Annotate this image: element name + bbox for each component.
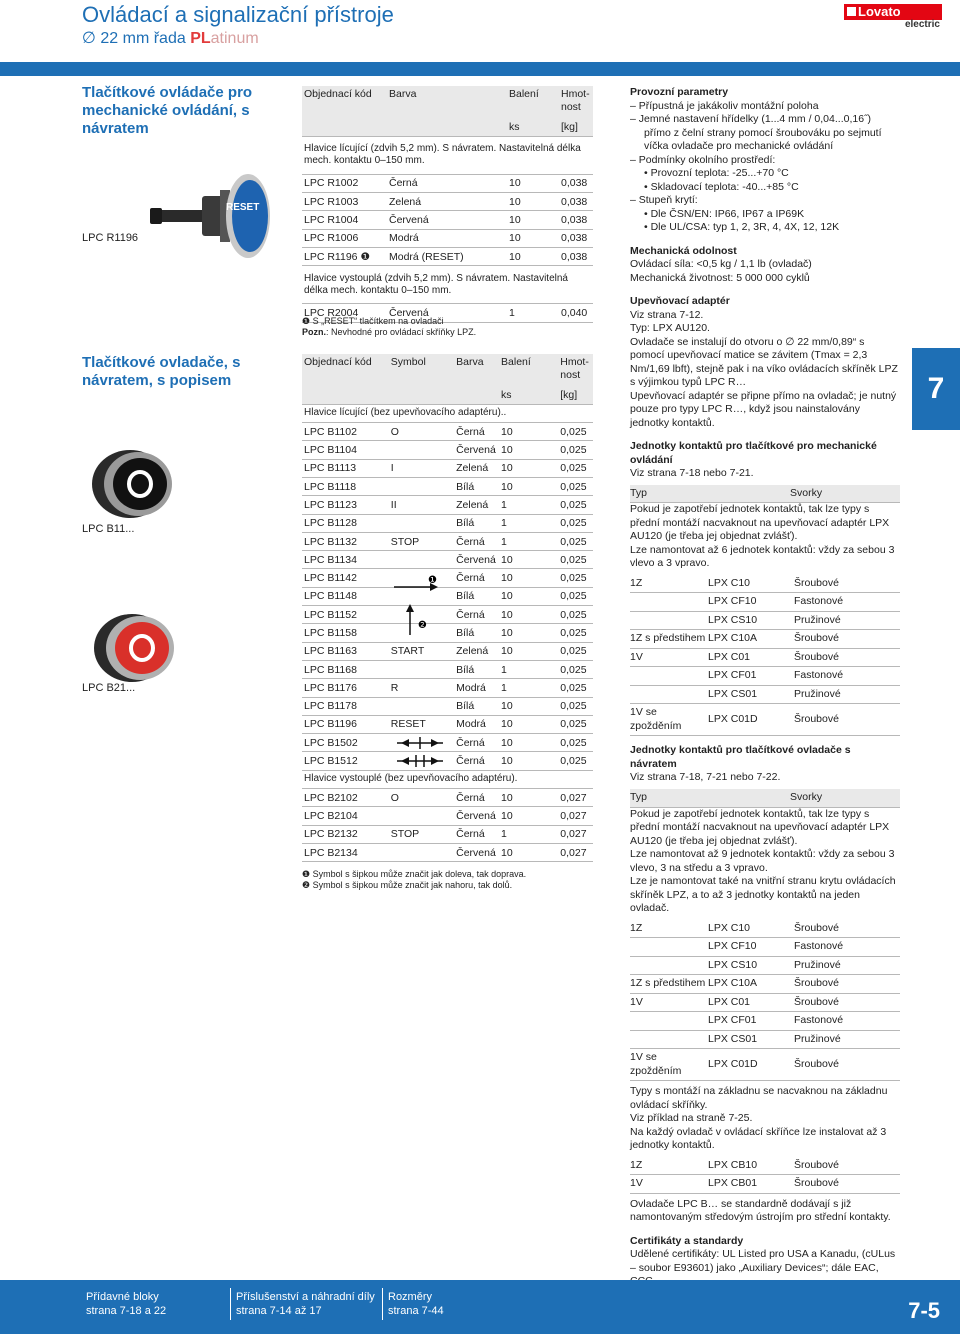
contact-s: Fastonové	[794, 667, 900, 686]
typ-head: Typ	[630, 485, 790, 503]
table-row	[302, 551, 593, 569]
op-item-3-text: Podmínky okolního prostředí:	[638, 153, 776, 166]
cell-color: Bílá	[454, 477, 499, 495]
cell-pack: 10	[499, 807, 558, 825]
contact-s: Pružinové	[794, 956, 900, 975]
contact-row	[630, 630, 900, 649]
unit2-ref: Viz strana 7-18, 7-21 nebo 7-22.	[630, 771, 781, 784]
cell-sym	[389, 514, 454, 532]
cell-color: Bílá	[454, 514, 499, 532]
table-row: LPC R1002 Černá 10 0,038	[302, 174, 593, 192]
cell-color: Zelená	[454, 642, 499, 660]
th-kg: [kg]	[559, 118, 593, 136]
contact-row	[630, 975, 900, 994]
cell-pack: 10	[499, 715, 558, 733]
contact-t: 1Z	[630, 920, 708, 938]
cell-color: Červená	[454, 843, 499, 861]
contact-t	[630, 938, 708, 957]
cell-code: LPC B1163	[302, 642, 389, 660]
contact-t: 1V	[630, 648, 708, 667]
page-subtitle	[82, 28, 259, 48]
cell-color: Zelená	[454, 496, 499, 514]
unit1-typehead	[630, 485, 900, 504]
cell-sym: O	[389, 789, 454, 807]
contact-row	[630, 1049, 900, 1081]
table-row	[302, 477, 593, 495]
cell-pack: 10	[499, 843, 558, 861]
cell-code: LPC B1168	[302, 660, 389, 678]
cell-color: Černá	[454, 789, 499, 807]
contact-t: 1Z s předstihem	[630, 630, 708, 649]
cell-w: 0,025	[558, 697, 593, 715]
contact-row	[630, 685, 900, 704]
cell-code: LPC B2134	[302, 843, 389, 861]
contact-row	[630, 1012, 900, 1031]
contact-t	[630, 667, 708, 686]
cell-code: LPC B1128	[302, 514, 389, 532]
contact-s: Pružinové	[794, 1030, 900, 1049]
cell-code: LPC B1118	[302, 477, 389, 495]
cell-pack: 10	[499, 697, 558, 715]
cell-pack: 1	[499, 532, 558, 550]
contact-row	[630, 593, 900, 612]
cell-w: 0,025	[558, 441, 593, 459]
mech-title: Mechanická odolnost	[630, 244, 737, 257]
cell-pack: 10	[499, 606, 558, 624]
contact-t	[630, 593, 708, 612]
table-row: LPC R1004 Červená 10 0,038	[302, 211, 593, 229]
op-item-2: – Jemné nastavení hřídelky (1...4 mm / 0,04...0,16˝) přímo z čelní strany pomocí šroubováku po sejmutí víčka ovladače pro mechanické ovládání	[630, 113, 882, 152]
cell-sym	[389, 807, 454, 825]
contact-t: 1V se zpožděním	[630, 1049, 708, 1081]
cell-w: 0,027	[558, 789, 593, 807]
cell-w: 0,025	[558, 496, 593, 514]
footer-link-accessories[interactable]: Příslušenství a náhradní díly strana 7-14 až 17	[236, 1291, 375, 1317]
contact-row	[630, 648, 900, 667]
table-row	[302, 459, 593, 477]
table-row	[302, 642, 593, 660]
op-title: Provozní parametry	[630, 86, 729, 98]
unit2-text2: Typy s montáží na základnu se nacvaknou na základnu ovládací skříňky. Viz příklad na straně 7-25. Na každý ovladač v ovládací skříňce lze instalovat až 3 jednotky kontaktů.	[630, 1085, 888, 1152]
table-row	[302, 843, 593, 861]
cell-color: Bílá	[454, 660, 499, 678]
env-op: Provozní teplota: -25...+70 °C	[650, 167, 789, 179]
footer-link-dimensions[interactable]: Rozměry strana 7-44	[388, 1291, 444, 1317]
double-arrow-symbols	[395, 734, 450, 770]
contact-s: Pružinové	[794, 685, 900, 704]
contact-c: LPX CS01	[708, 1030, 794, 1049]
contact-c: LPX C01D	[708, 1049, 794, 1081]
table2-note2: Hlavice vystouplé (bez upevňovacího adaptéru).	[302, 770, 593, 788]
th-code: Objednací kód	[302, 86, 387, 118]
contact-c: LPX CB10	[708, 1157, 794, 1175]
contact-row	[630, 1030, 900, 1049]
cell-pack: 10	[499, 423, 558, 441]
contact-t: 1V	[630, 1175, 708, 1194]
arrow-symbols	[390, 570, 450, 640]
right-column: Provozní parametry – Přípustná je jakákoliv montážní poloha – Jemné nastavení hřídelky (1...4 mm / 0,04...0,16˝) přímo z čelní strany pomocí šroubováku po sejmutí víčka ovladače pro mechanické ovládání – Podmínky okolního prostředí: • Provozní teplota: -25...+70 °C • Skladovací teplota: -40...+85 °C – Stupeň krytí: • Dle ČSN/EN: IP66, IP67 a IP69K • Dle UL/CSA: typ 1, 2, 3R, 4, 4X, 12, 12K Mechanická odolnost Ovládací síla: <0,5 kg / 1,1 lb (ovladač) Mechanická životnost: 5 000 000 cyklů Upevňovací adaptér Viz strana 7-12. Typ: LPX AU120. Ovladače se instalují do otvoru o ∅ 22 mm/0,89“ s pomocí upevňovací matice se závitem (Tmax = 2,3 Nm/1,69 lbft), stejně pak i na víko ovládacích skříněk LPZ s výjimkou typů LPC R… Upevňovací adaptér se připne přímo na ovladač; je nutný pouze pro typy LPC R…, když jsou nainstalovány jednotky kontaktů. Jednotky kontaktů pro tlačítkové pro mechanické ovládání Viz strana 7-18 nebo 7-21. Typ Svorky Pokud je zapotřebí jednotek kontaktů, tak lze typy s přední montáží nacvaknout na upevňovací adaptér LPX AU120 (je třeba jej objednat zvlášť). Lze namontovat až 6 jednotek kontaktů: vždy za sebou 3 vlevo a 3 vpravo. 1Z LPX C10 Šroubové LPX CF10 Fastonové LPX CS10 Pružinové 1Z s předstihem LPX C10A Šroubové 1V LPX C01 Šroubové LPX CF01 Fastonové LPX CS01 Pružinové 1V se zpožděním LPX C01D Šroubové Jednotky kontaktů pro tlačítkové ovladače s návratem Viz strana 7-18, 7-21 nebo 7-22. Typ Svorky Pokud je zapotřebí jednotek kontaktů, tak lze typy s přední montáží nacvaknout na upevňovací adaptér LPX AU120 (je třeba jej objednat zvlášť). Lze namontovat až 9 jednotek kontaktů: vždy za sebou 3 vlevo, 3 na středu a 3 vpravo. Lze je namontovat také na vnitřní stranu krytu ovládacích skříněk LPZ, a to až 3 jednotky kontaktů na jeden ovladač. 1Z LPX C10 Šroubové LPX CF10 Fastonové LPX CS10 Pružinové 1Z s předstihem LPX C10A Šroubové 1V LPX C01 Šroubové LPX CF01 Fastonové LPX CS01 Pružinové 1V se zpožděním LPX C01D Šroubové Typy s montáží na základnu se nacvaknou na základnu ovládací skříňky. Viz příklad na straně 7-25. Na každý ovladač v ovládací skříňce lze instalovat až 3 jednotky kontaktů. 1Z LPX CB10 Šroubové 1V LPX CB01 Šroubové Ovladače LPC B… se standardně dodávají s již namontovaným středovým ústrojím pro střední kontakty. Certifikáty a standardy Udělené certifikáty: UL Listed pro USA a Kanadu, (cULus – soubor E93601) jako „Auxiliary Devices“; dále EAC,	[630, 86, 900, 1329]
cell-code: LPC B1134	[302, 551, 389, 569]
contact-s: Šroubové	[794, 1049, 900, 1081]
contact-row	[630, 993, 900, 1012]
th2-pack: Balení	[499, 354, 558, 386]
product-label-r1196: LPC R1196	[82, 232, 139, 244]
cert-text: Udělené certifikáty: UL Listed pro USA a Kanadu, (cULus – soubor E93601) jako „Auxiliary Devices“; dále EAC,	[630, 1248, 896, 1274]
table1-note1: Hlavice lícující (zdvih 5,2 mm). S návratem. Nastavitelná délka mech. kontaktu 0–150 mm.	[302, 136, 593, 174]
cell-code: LPC B1132	[302, 532, 389, 550]
cell-w: 0,027	[558, 843, 593, 861]
contact-t	[630, 1012, 708, 1031]
cell-color: Černá	[454, 423, 499, 441]
contact-c: LPX CS10	[708, 956, 794, 975]
contact-row	[630, 920, 900, 938]
table-row	[302, 715, 593, 733]
contact-c: LPX CB01	[708, 1175, 794, 1194]
cell-code: LPC B2102	[302, 789, 389, 807]
table2-note1: Hlavice lícující (bez upevňovacího adaptéru)..	[302, 404, 593, 422]
contact-row	[630, 1175, 900, 1194]
contact-c: LPX C10	[708, 575, 794, 593]
cell-w: 0,025	[558, 423, 593, 441]
env-list: • Provozní teplota: -25...+70 °C • Skladovací teplota: -40...+85 °C	[644, 167, 799, 193]
cell-code: LPC B1158	[302, 624, 389, 642]
footnote-arrow-lr: ❶ Symbol s šipkou může značit jak doleva, tak doprava.	[302, 869, 527, 879]
contact-s: Šroubové	[794, 648, 900, 667]
cell-w: 0,025	[558, 459, 593, 477]
contact-s: Fastonové	[794, 1012, 900, 1031]
table-row: LPC R2004 Červená 1 0,040	[302, 304, 593, 322]
brand-pl: PL	[190, 30, 211, 47]
contact-t: 1Z	[630, 575, 708, 593]
cell-pack: 10	[499, 459, 558, 477]
ip-ul: Dle UL/CSA: typ 1, 2, 3R, 4, 4X, 12, 12K	[650, 221, 840, 233]
product-image-r1196	[150, 150, 275, 280]
contact-c: LPX CF10	[708, 938, 794, 957]
cell-pack: 10	[499, 477, 558, 495]
cell-code: LPC B1502	[302, 734, 389, 752]
contact-s: Pružinové	[794, 611, 900, 630]
chapter-tab[interactable]: 7	[912, 348, 960, 430]
footer	[0, 1280, 960, 1334]
footnote-note: : Nevhodné pro ovládací skříňky LPZ.	[326, 327, 477, 337]
cell-sym: I	[389, 459, 454, 477]
cell-sym: STOP	[389, 825, 454, 843]
table-row	[302, 697, 593, 715]
contact-t	[630, 1030, 708, 1049]
page-title: Ovládací a signalizační přístroje	[82, 2, 394, 27]
contacts-table-1	[630, 575, 900, 737]
cell-w: 0,025	[558, 587, 593, 605]
th2-symbol: Symbol	[389, 354, 454, 386]
cell-pack: 1	[499, 825, 558, 843]
cell-color: Černá	[454, 734, 499, 752]
cell-code: LPC B2132	[302, 825, 389, 843]
cell-code: LPC B2104	[302, 807, 389, 825]
footnote-note-label: Pozn.	[302, 327, 326, 337]
contact-c: LPX CF01	[708, 1012, 794, 1031]
cell-code: LPC B1148	[302, 587, 389, 605]
typ-head-2: Typ	[630, 789, 790, 807]
table-row: LPC R1196 ❶ Modrá (RESET) 10 0,038	[302, 247, 593, 265]
cell-pack: 1	[499, 660, 558, 678]
cell-code: LPC B1196	[302, 715, 389, 733]
th-pack: Balení	[507, 86, 559, 118]
cell-sym	[389, 551, 454, 569]
cell-color: Černá	[454, 532, 499, 550]
cell-pack: 10	[499, 624, 558, 642]
table-row: LPC R1003 Zelená 10 0,038	[302, 193, 593, 211]
cell-pack: 10	[499, 734, 558, 752]
contact-s: Šroubové	[794, 920, 900, 938]
contact-row	[630, 956, 900, 975]
section-title-mechanical: Tlačítkové ovládače pro mechanické ovládání, s návratem	[82, 84, 253, 137]
table-row	[302, 679, 593, 697]
cell-w: 0,025	[558, 532, 593, 550]
product-image-b21	[90, 604, 182, 684]
cell-w: 0,027	[558, 807, 593, 825]
cell-color: Modrá	[454, 679, 499, 697]
ip-list: • Dle ČSN/EN: IP66, IP67 a IP69K • Dle UL/CSA: typ 1, 2, 3R, 4, 4X, 12, 12K	[644, 207, 840, 233]
th2-code: Objednací kód	[302, 354, 389, 386]
mech-text: Ovládací síla: <0,5 kg / 1,1 lb (ovladač) Mechanická životnost: 5 000 000 cyklů	[630, 258, 812, 284]
adapt-title: Upevňovací adaptér	[630, 295, 730, 307]
contact-c: LPX C10	[708, 920, 794, 938]
op-item-2-text: Jemné nastavení hřídelky (1...4 mm / 0,04...0,16˝) přímo z čelní strany pomocí šroubováku po sejmutí víčka ovladače pro mechanické ovládání	[638, 113, 882, 152]
cell-code: LPC B1152	[302, 606, 389, 624]
cell-w: 0,025	[558, 624, 593, 642]
contact-t	[630, 685, 708, 704]
th2-weight: Hmot-nost	[558, 354, 593, 386]
cell-sym: STOP	[389, 532, 454, 550]
cell-w: 0,025	[558, 715, 593, 733]
cell-code: LPC B1176	[302, 679, 389, 697]
table-row	[302, 423, 593, 441]
logo-text: Lovato	[858, 4, 901, 19]
reset-label-image: RESET	[226, 202, 260, 213]
table-row	[302, 514, 593, 532]
ip-en: Dle ČSN/EN: IP66, IP67 a IP69K	[650, 207, 805, 220]
lovato-logo	[844, 4, 942, 30]
contact-c: LPX CS01	[708, 685, 794, 704]
footer-link-blocks[interactable]: Přídavné bloky strana 7-18 a 22	[86, 1291, 167, 1317]
section-title-labelled: Tlačítkové ovladače, s návratem, s popisem	[82, 354, 241, 389]
cell-color: Bílá	[454, 624, 499, 642]
cell-color: Zelená	[454, 459, 499, 477]
table-mechanical	[302, 86, 593, 323]
table-row	[302, 807, 593, 825]
cell-w: 0,025	[558, 514, 593, 532]
header-band	[0, 62, 960, 76]
cell-pack: 1	[499, 514, 558, 532]
contact-t	[630, 956, 708, 975]
cell-color: Černá	[454, 569, 499, 587]
cell-code: LPC B1178	[302, 697, 389, 715]
cert-title: Certifikáty a standardy	[630, 1234, 744, 1247]
footnote-1: ❶ S „RESET“ tlačítkem na ovladači	[302, 316, 444, 326]
table1-footnotes	[302, 316, 592, 338]
contact-row	[630, 575, 900, 593]
th-weight: Hmot-nost	[559, 86, 593, 118]
cell-pack: 10	[499, 441, 558, 459]
table-row	[302, 660, 593, 678]
cell-color: Modrá	[454, 715, 499, 733]
cell-w: 0,025	[558, 679, 593, 697]
cell-sym: O	[389, 423, 454, 441]
cell-color: Červená	[454, 807, 499, 825]
cell-sym: RESET	[389, 715, 454, 733]
contact-c: LPX CS10	[708, 611, 794, 630]
table-row	[302, 532, 593, 550]
footnote-arrow-ud: ❷ Symbol s šipkou může značit jak nahoru, tak dolů.	[302, 880, 513, 890]
cell-sym	[389, 477, 454, 495]
contact-c: LPX C10A	[708, 630, 794, 649]
contact-s: Fastonové	[794, 938, 900, 957]
unit2-title: Jednotky kontaktů pro tlačítkové ovladače s návratem	[630, 744, 851, 770]
cell-color: Bílá	[454, 697, 499, 715]
svorky-head: Svorky	[790, 485, 900, 503]
base-table	[630, 1157, 900, 1194]
product-label-b21: LPC B21...	[82, 682, 136, 694]
cell-color: Černá	[454, 752, 499, 770]
contact-t: 1V se zpožděním	[630, 704, 708, 736]
cell-sym: START	[389, 642, 454, 660]
contact-c: LPX C01	[708, 993, 794, 1012]
cell-code: LPC B1512	[302, 752, 389, 770]
subtitle-text: ∅ 22 mm řada	[82, 30, 191, 47]
cell-sym	[389, 697, 454, 715]
contact-s: Šroubové	[794, 704, 900, 736]
table-row: LPC R1006 Modrá 10 0,038	[302, 229, 593, 247]
cell-w: 0,027	[558, 825, 593, 843]
cell-code: LPC B1102	[302, 423, 389, 441]
cell-pack: 10	[499, 642, 558, 660]
op-item-3: – Podmínky okolního prostředí:	[630, 153, 776, 166]
contact-s: Fastonové	[794, 593, 900, 612]
contact-c: LPX C10A	[708, 975, 794, 994]
cell-color: Červená	[454, 551, 499, 569]
cell-code: LPC B1113	[302, 459, 389, 477]
cell-code: LPC B1104	[302, 441, 389, 459]
svorky-head-2: Svorky	[790, 789, 900, 807]
th2-color: Barva	[454, 354, 499, 386]
unit1-title: Jednotky kontaktů pro tlačítkové pro mechanické ovládání	[630, 440, 877, 466]
cell-code: LPC B1123	[302, 496, 389, 514]
base-note: Ovladače LPC B… se standardně dodávají s již namontovaným středovým ústrojím pro střední kontakty.	[630, 1197, 891, 1224]
cell-pack: 10	[499, 569, 558, 587]
contact-s: Šroubové	[794, 993, 900, 1012]
contact-row	[630, 667, 900, 686]
mark-1: ❶	[428, 575, 437, 586]
page-number: 7-5	[908, 1298, 940, 1323]
contact-s: Šroubové	[794, 575, 900, 593]
cell-sym	[389, 660, 454, 678]
cell-sym: II	[389, 496, 454, 514]
contact-row	[630, 1157, 900, 1175]
table-row	[302, 441, 593, 459]
contact-t: 1V	[630, 993, 708, 1012]
cell-pack: 10	[499, 752, 558, 770]
contact-s: Šroubové	[794, 1175, 900, 1194]
table-row	[302, 825, 593, 843]
cell-w: 0,025	[558, 477, 593, 495]
table-row	[302, 496, 593, 514]
contact-c: LPX C01	[708, 648, 794, 667]
cell-sym	[389, 843, 454, 861]
unit2-text: Pokud je zapotřebí jednotek kontaktů, tak lze typy s přední montáží nacvaknout na upevňovací adaptér LPX AU120 (je třeba jej objednat zvlášť). Lze namontovat až 9 jednotek kontaktů: vždy za sebou 3 vlevo, 3 na středu a 3 vpravo. Lze je namontovat také na vnitřní stranu krytu ovládacích skříněk LPZ, a to až 3 jednotky kontaktů na jeden ovladač.	[630, 807, 896, 915]
contact-t: 1Z	[630, 1157, 708, 1175]
product-image-b11	[88, 440, 180, 520]
table-row	[302, 789, 593, 807]
cell-code: LPC B1142	[302, 569, 389, 587]
contact-s: Šroubové	[794, 975, 900, 994]
adapt-text: Viz strana 7-12. Typ: LPX AU120. Ovladače se instalují do otvoru o ∅ 22 mm/0,89“ s pomocí upevňovací matice se závitem (Tmax = 2,3 Nm/1,69 lbft), stejně pak i na víko ovládacích skříněk LPZ s výjimkou typů LPC R… Upevňovací adaptér se připne přímo na ovladač; je nutný pouze pro typy LPC R…, když jsou nainstalovány jednotky kontaktů.	[630, 308, 898, 429]
unit1-ref: Viz strana 7-18 nebo 7-21.	[630, 467, 754, 479]
table2-footnotes	[302, 869, 592, 891]
contact-s: Šroubové	[794, 630, 900, 649]
cell-w: 0,025	[558, 551, 593, 569]
contact-row	[630, 611, 900, 630]
cell-sym	[389, 441, 454, 459]
cell-w: 0,025	[558, 642, 593, 660]
cell-pack: 1	[499, 496, 558, 514]
cell-pack: 10	[499, 789, 558, 807]
cell-w: 0,025	[558, 606, 593, 624]
cell-color: Červená	[454, 441, 499, 459]
contact-c: LPX CF01	[708, 667, 794, 686]
cell-color: Bílá	[454, 587, 499, 605]
cell-w: 0,025	[558, 752, 593, 770]
contact-c: LPX C01D	[708, 704, 794, 736]
cell-pack: 10	[499, 551, 558, 569]
logo-sub: electric	[904, 19, 940, 30]
cell-w: 0,025	[558, 734, 593, 752]
contact-t: 1Z s předstihem	[630, 975, 708, 994]
unit2-typehead	[630, 789, 900, 808]
cell-w: 0,025	[558, 569, 593, 587]
table1-note2: Hlavice vystouplá (zdvih 5,2 mm). S návratem. Nastavitelná délka mech. kontaktu 0–150 mm.	[302, 266, 593, 304]
brand-rest: atinum	[210, 30, 259, 47]
contact-row	[630, 938, 900, 957]
cell-color: Černá	[454, 606, 499, 624]
th2-kg: [kg]	[558, 386, 593, 404]
cell-pack: 10	[499, 587, 558, 605]
contacts-table-2	[630, 920, 900, 1082]
env-store: Skladovací teplota: -40...+85 °C	[650, 180, 799, 193]
product-label-b11: LPC B11...	[82, 523, 135, 535]
th-ks: ks	[507, 118, 559, 136]
contact-c: LPX CF10	[708, 593, 794, 612]
op-item-1: – Přípustná je jakákoliv montážní poloha	[630, 99, 819, 112]
contact-t	[630, 611, 708, 630]
cell-color: Černá	[454, 825, 499, 843]
cell-pack: 1	[499, 679, 558, 697]
contact-row	[630, 704, 900, 736]
unit1-text: Pokud je zapotřebí jednotek kontaktů, tak lze typy s přední montáží nacvaknout na upevňovací adaptér LPX AU120 (je třeba jej objednat zvlášť). Lze namontovat až 6 jednotek kontaktů: vždy za sebou 3 vlevo a 3 vpravo.	[630, 503, 895, 570]
cell-w: 0,025	[558, 660, 593, 678]
mark-2: ❷	[418, 620, 427, 631]
cell-sym: R	[389, 679, 454, 697]
ip-title: Stupeň krytí:	[638, 194, 698, 206]
op-item-1-text: Přípustná je jakákoliv montážní poloha	[638, 99, 819, 112]
contact-s: Šroubové	[794, 1157, 900, 1175]
th2-ks: ks	[499, 386, 558, 404]
th-color: Barva	[387, 86, 507, 118]
